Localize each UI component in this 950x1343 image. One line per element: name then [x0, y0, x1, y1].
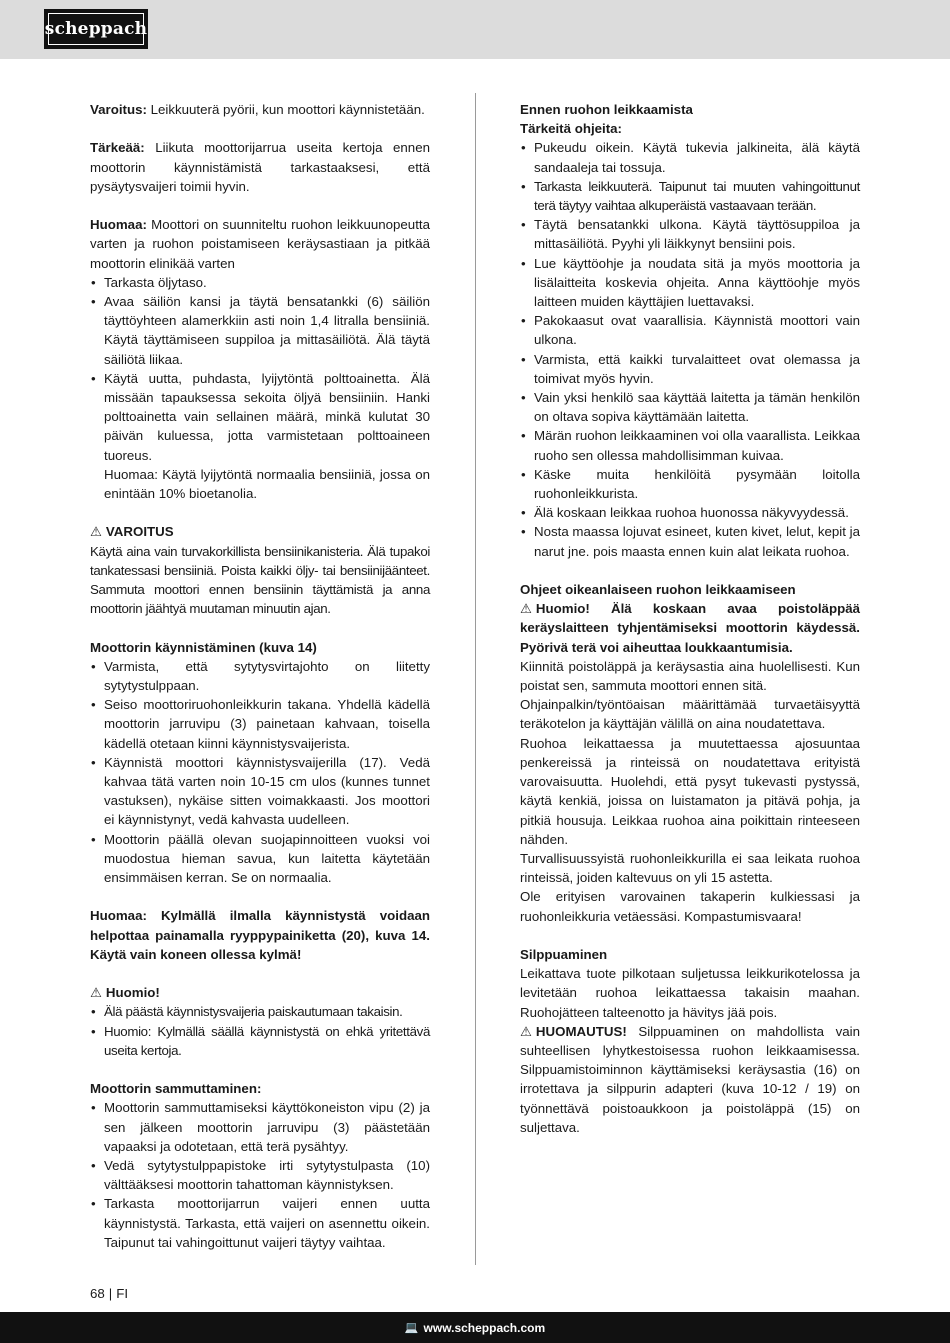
list-item: • Moottorin päällä olevan suojapinnoitteen vuoksi voi muodostua hieman savua, kun laitetta käytetään ensimmäisen kerran. Se on normaalia.: [90, 830, 430, 888]
caution-list: [90, 1002, 430, 1060]
body-paragraph: Ohjainpalkin/työntöaisan määrittämää turvaetäisyyttä teräkotelon ja käyttäjän välillä on aina noudatettava.: [520, 697, 860, 732]
list-item: • Älä päästä käynnistysvaijeria paiskautumaan takaisin.: [90, 1002, 430, 1021]
website-link[interactable]: www.scheppach.com: [423, 1320, 546, 1335]
important-heading: Tärkeitä ohjeita:: [520, 121, 622, 137]
list-item: • Täytä bensatankki ulkona. Käytä täyttösuppiloa ja mittasäiliötä. Pyyhi yli läikkynyt bensiini pois.: [520, 215, 860, 253]
warning-triangle-icon: ⚠: [520, 1023, 532, 1039]
mulching-text: Leikattava tuote pilkotaan suljetussa leikkurikotelossa ja levitetään ruohoa leikattaessa takaisin maahan. Ruohojätteen talteenotto ja hävitys jää pois.: [520, 966, 860, 1020]
column-divider: [475, 93, 476, 1265]
warning-paragraph: Varoitus: Leikkuuterä pyörii, kun moottori käynnistetään.: [90, 102, 425, 117]
list-item: • Käytä uutta, puhdasta, lyijytöntä polttoainetta. Älä missään tapauksessa sekoita öljyä bensiiniin. Hanki polttoainetta vain sellainen määrä, minkä kulutat 30 päivän kuluessa, jotta varmistetaan polttoaineen tuoreus.: [90, 369, 430, 465]
footer-separator: |: [108, 1286, 113, 1301]
body-paragraph: Ruohoa leikattaessa ja muutettaessa ajosuuntaa penkereissä ja rinteissä on noudatettava erityistä varovaisuutta. Huolehdi, että pysyt tukevasti pystyssä, käytä kenkiä, joissa on luistamaton ja pitävä pohja, ja pitkiä housuja. Leikkaa ruohoa aina poikittain rinteeseen nähden.: [520, 735, 860, 847]
important-paragraph: Tärkeää: Liikuta moottorijarrua useita kertoja ennen moottorin käynnistämistä tarkastaaksesi, että pysäytysvaijeri toimii hyvin.: [90, 140, 430, 194]
warning-triangle-icon: ⚠: [90, 524, 102, 540]
language-code: FI: [116, 1286, 129, 1301]
note-paragraph: Huomaa: Moottori on suunniteltu ruohon leikkuunopeutta varten ja ruohon poistamiseen keräysastiaan ja pitkää moottorin elinikää varten: [90, 217, 430, 271]
stop-heading: Moottorin sammuttaminen:: [90, 1081, 262, 1097]
list-item: • Nosta maassa lojuvat esineet, kuten kivet, lelut, kepit ja narut jne. pois maasta ennen kuin alat leikata ruohoa.: [520, 522, 860, 560]
right-column: [520, 100, 860, 1137]
body-paragraph: Turvallisuussyistä ruohonleikkurilla ei saa leikata ruohoa rinteissä, joiden kaltevuus on yli 15 astetta.: [520, 850, 860, 886]
mulching-heading: Silppuaminen: [520, 946, 608, 962]
list-item: • Varmista, että sytytysvirtajohto on liitetty sytytystulppaan.: [90, 657, 430, 695]
list-item: • Vain yksi henkilö saa käyttää laitetta ja tämän henkilön on oltava sopiva käyttämään laitetta.: [520, 388, 860, 426]
fuel-note: Huomaa: Käytä lyijytöntä normaalia bensiiniä, jossa on enintään 10% bioetanolia.: [104, 466, 430, 502]
list-item: • Pakokaasut ovat vaarallisia. Käynnistä moottori vain ulkona.: [520, 311, 860, 349]
list-item: • Pukeudu oikein. Käytä tukevia jalkineita, älä käytä sandaaleja tai tossuja.: [520, 138, 860, 176]
warning-triangle-icon: ⚠: [520, 601, 532, 617]
computer-icon: 💻: [404, 1322, 419, 1334]
list-item: • Seiso moottoriruohonleikkurin takana. Yhdellä kädellä moottorin jarruvipu (3) painetaan kahvaan, toisella kädellä otetaan kiinni käynnistysvaijerista.: [90, 695, 430, 753]
warning-text: Käytä aina vain turvakorkillista bensiinikanisteria. Älä tupakoi tankatessasi bensiiniä. Poista kaikki öljy- tai bensiinijäänteet. Sammuta moottori ennen bensiinin täyttämistä ja anna moottorin jäähtyä muutaman minuutin ajan.: [90, 543, 430, 617]
before-heading: Ennen ruohon leikkaamista: [520, 102, 693, 117]
list-item: • Huomio: Kylmällä säällä käynnistystä on ehkä yritettävä useita kertoja.: [90, 1022, 430, 1060]
scheppach-logo: [44, 9, 148, 49]
list-item: • Avaa säiliön kansi ja täytä bensatankki (6) säiliön täyttöyhteen alamerkkiin asti noin 1,4 litralla bensiiniä. Käytä täyttämiseen suppiloa ja mittasäiliötä. Älä täytä säiliötä liikaa.: [90, 292, 430, 369]
list-item: • Tarkasta öljytaso.: [90, 273, 430, 292]
caution-heading: ⚠ Huomio!: [90, 983, 430, 1002]
body-paragraph: Kiinnitä poistoläppä ja keräysastia aina huolellisesti. Kun poistat sen, sammuta moottori ennen sitä.: [520, 658, 860, 694]
fuel-list: [90, 273, 430, 465]
list-item: • Lue käyttöohje ja noudata sitä ja myös moottoria ja lisälaitteita koskevia ohjeita. Anna käyttöohje myös laitteen muiden käyttäjien luettavaksi.: [520, 254, 860, 312]
list-item: • Käske muita henkilöitä pysymään loitolla ruohonleikkurista.: [520, 465, 860, 503]
list-item: • Märän ruohon leikkaaminen voi olla vaarallista. Leikkaa ruoho sen ollessa mahdollisimman kuivaa.: [520, 426, 860, 464]
stop-list: [90, 1098, 430, 1252]
mulching-notice: ⚠ HUOMAUTUS! Silppuaminen on mahdollista vain suhteellisen lyhytkestoisessa ruohon leikkaamisessa. Silppuamistoiminnon käyttämiseksi keräysastia (16) on irrotettava ja silppurin adapteri (kuva 10-12 / 19) on työnnettävä poistoaukkoon ja poistoläppä (15) on suljettava.: [520, 1023, 860, 1135]
list-item: • Vedä sytytystulppapistoke irti sytytystulpasta (10) välttääksesi moottorin tahattoman käynnistyksen.: [90, 1156, 430, 1194]
warning-heading: ⚠ VAROITUS: [90, 522, 430, 541]
start-list: [90, 657, 430, 887]
warning-triangle-icon: ⚠: [90, 985, 102, 1001]
list-item: • Tarkasta leikkuuterä. Taipunut tai muuten vahingoittunut terä täytyy vaihtaa alkuperäistä vastaavaan terään.: [520, 177, 860, 215]
list-item: • Moottorin sammuttamiseksi käyttökoneiston vipu (2) ja sen jälkeen moottorin jarruvipu (3) päästetään vapaaksi ja odotetaan, että terä pysähtyy.: [90, 1098, 430, 1156]
page-footer: [90, 1286, 128, 1301]
cold-start-note: Huomaa: Kylmällä ilmalla käynnistystä voidaan helpottaa painamalla ryyppypainiketta (20), kuva 14. Käytä vain koneen ollessa kylmä!: [90, 908, 430, 962]
page-number: 68: [90, 1286, 105, 1301]
bottom-bar: [0, 1312, 950, 1343]
list-item: • Käynnistä moottori käynnistysvaijerilla (17). Vedä kahvaa tätä varten noin 10-15 cm ulos (kunnes tunnet vastuksen), nykäise sitten voimakkaasti. Jos moottori ei käynnistynyt, vedä kahvasta uudelleen.: [90, 753, 430, 830]
before-list: [520, 138, 860, 560]
left-column: [90, 100, 430, 1252]
body-paragraph: Ole erityisen varovainen takaperin kulkiessasi ja ruohonleikkuria vetäessäsi. Kompastumisvaara!: [520, 889, 860, 924]
list-item: • Älä koskaan leikkaa ruohoa huonossa näkyvyydessä.: [520, 503, 860, 522]
list-item: • Varmista, että kaikki turvalaitteet ovat olemassa ja toimivat myös hyvin.: [520, 350, 860, 388]
list-item: • Tarkasta moottorijarrun vaijeri ennen uutta käynnistystä. Tarkasta, että vaijeri on asennettu oikein. Taipunut tai vahingoittunut vaijeri täytyy vaihtaa.: [90, 1194, 430, 1252]
start-heading: Moottorin käynnistäminen (kuva 14): [90, 639, 317, 655]
logo-text: scheppach: [48, 13, 144, 45]
proper-cutting-warning: ⚠ Huomio! Älä koskaan avaa poistoläppää keräyslaitteen tyhjentämiseksi moottorin käydessä. Pyörivä terä voi aiheuttaa loukkaantumisia.: [520, 601, 860, 655]
proper-cutting-heading: Ohjeet oikeanlaiseen ruohon leikkaamiseen: [520, 582, 796, 598]
